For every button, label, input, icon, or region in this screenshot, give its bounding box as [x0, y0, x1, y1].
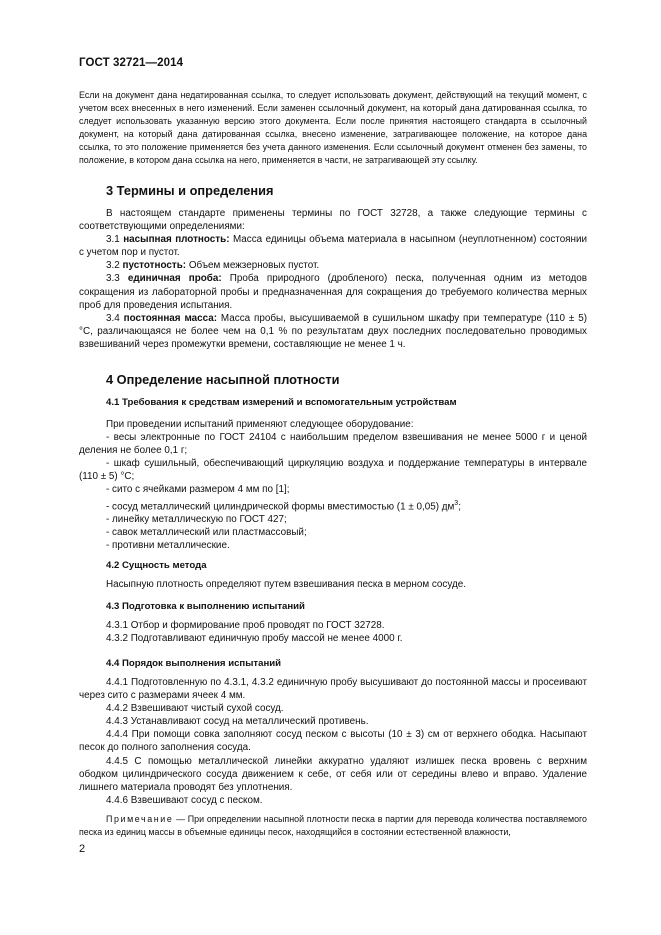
equipment-item: - сосуд металлический цилиндрической формы вместимостью (1 ± 0,05) $дм^3$;	[106, 499, 461, 512]
procedure-item: 4.4.1 Подготовленную по 4.3.1, 4.3.2 единичную пробу высушивают до постоянной массы и просеивают через сито с размерами ячеек 4 мм.	[79, 677, 587, 702]
subsection-4-1-heading: 4.1 Требования к средствам измерений и вспомогательным устройствам	[106, 397, 457, 408]
note	[79, 813, 587, 839]
procedure-item: 4.4.4 При помощи совка заполняют сосуд песком с высоты (10 ± 3) см от верхнего ободка. Насыпают песок до полного заполнения сосуда.	[79, 729, 587, 754]
equipment-item: - весы электронные по ГОСТ 24104 с наибольшим пределом взвешивания не менее 5000 г и ценой деления не более 0,1 г;	[79, 432, 587, 457]
equipment-item: - савок металлический или пластмассовый;	[106, 527, 307, 539]
section-3-lead: В настоящем стандарте применены термины по ГОСТ 32728, а также следующие термины с соответствующими определениями:	[79, 208, 587, 233]
intro-text: Если на документ дана недатированная ссылка, то следует использовать документ, действующий на текущий момент, с учетом всех внесенных в него изменений. Если заменен ссылочный документ, на который дана датированная ссылка, то следует использовать указанную версию этого документа. Если после принятия настоящего стандарта в ссылочный документ, на который дана датированная ссылка, внесено изменение, затрагивающее положение, на которое дана ссылка, то это положение применяется без учета данного изменения. Если ссылочный документ отменен без замены, то положение, в котором дана ссылка на него, применяется в части, не затрагивающей эту ссылку.	[79, 90, 587, 166]
equipment-item: - линейку металлическую по ГОСТ 427;	[106, 513, 287, 525]
term-3-2: 3.2 пустотность: Объем межзерновых пустот.	[106, 260, 320, 272]
subsection-4-1-body	[79, 418, 587, 552]
subsection-4-3-heading: 4.3 Подготовка к выполнению испытаний	[106, 601, 305, 612]
equipment-item: - противни металлические.	[106, 540, 230, 552]
procedure-item: 4.4.2 Взвешивают чистый сухой сосуд.	[106, 703, 284, 715]
term-3-3: 3.3 единичная проба: Проба природного (дробленого) песка, полученная одним из методов сокращения из лабораторной пробы и предназначенная для сокращения до требуемого количества мерных проб для проведения испытания.	[79, 273, 587, 311]
method-essence: Насыпную плотность определяют путем взвешивания песка в мерном сосуде.	[106, 579, 466, 590]
intro-paragraph	[79, 89, 587, 167]
procedure-item: 4.4.3 Устанавливают сосуд на металлический противень.	[106, 716, 369, 728]
subsection-4-4-body	[79, 676, 587, 807]
subsection-4-4-heading: 4.4 Порядок выполнения испытаний	[106, 658, 282, 669]
equipment-item: - сито с ячейками размером 4 мм по [1];	[106, 484, 290, 496]
term-3-4: 3.4 постоянная масса: Масса пробы, высушиваемой в сушильном шкафу при температуре (110 ± 5) °С, различающаяся не более чем на 0,1 % по результатам двух последних последовательно проводимых взвешиваний через промежутки времени, составляющие не менее 1 ч.	[79, 312, 587, 350]
section-3-body	[79, 207, 587, 351]
term-3-1: 3.1 насыпная плотность: Масса единицы объема материала в насыпном (неуплотненном) состоянии с учетом пор и пустот.	[79, 234, 588, 259]
section-3-heading: 3 Термины и определения	[106, 183, 274, 198]
subsection-4-2-heading: 4.2 Сущность метода	[106, 560, 207, 571]
note-text: Примечание — При определении насыпной плотности песка в партии для перевода количества поставляемого песка из единиц массы в объемные единицы песок, находящийся в состоянии естественной влажности,	[79, 814, 587, 837]
subsection-4-3-body	[79, 619, 587, 645]
section-4-heading: 4 Определение насыпной плотности	[106, 372, 340, 387]
prep-item: 4.3.1 Отбор и формирование проб проводят по ГОСТ 32728.	[106, 620, 385, 631]
page-number: 2	[79, 843, 86, 855]
equipment-lead: При проведении испытаний применяют следующее оборудование:	[106, 419, 414, 430]
procedure-item: 4.4.5 С помощью металлической линейки аккуратно удаляют излишек песка вровень с верхним ободком цилиндрического сосуда движением к себе, от себя или от середины влево и вправо. Удаление лишнего материала проводят без уплотнения.	[79, 755, 587, 793]
note-label: Примечание	[106, 814, 174, 824]
equipment-item: - шкаф сушильный, обеспечивающий циркуляцию воздуха и поддержание температуры в интервале (110 ± 5) °С;	[79, 458, 587, 483]
document-header: ГОСТ 32721—2014	[79, 57, 184, 69]
procedure-item: 4.4.6 Взвешивают сосуд с песком.	[106, 794, 263, 806]
prep-item: 4.3.2 Подготавливают единичную пробу массой не менее 4000 г.	[106, 633, 403, 645]
subsection-4-2-body	[79, 578, 587, 591]
